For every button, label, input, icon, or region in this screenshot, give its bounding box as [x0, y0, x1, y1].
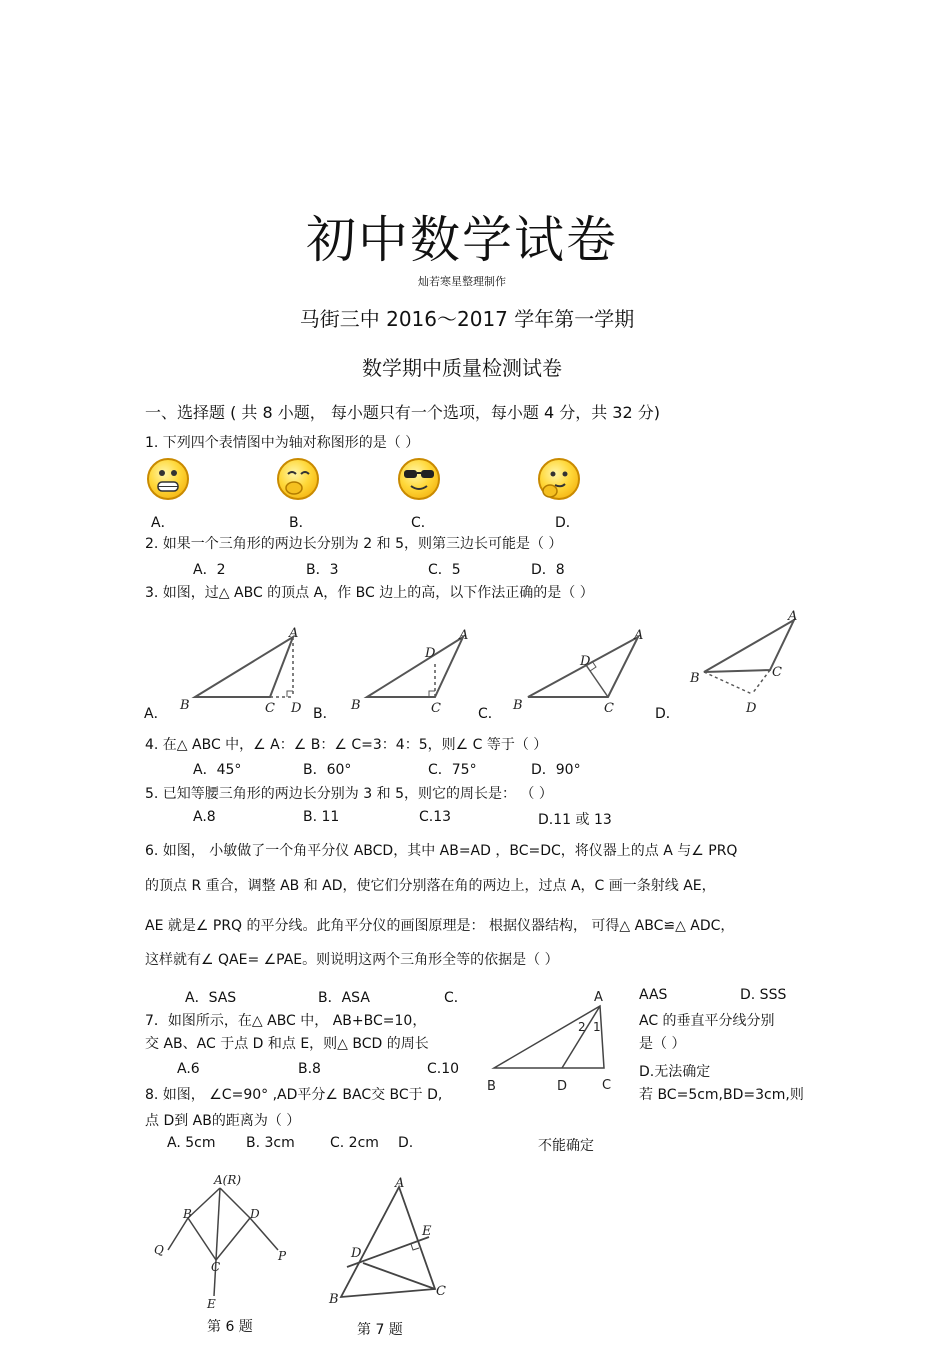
q7-option-a[interactable]: A.6: [177, 1061, 200, 1077]
q3-option-c[interactable]: C．: [478, 706, 502, 722]
label-c: C: [436, 1284, 446, 1299]
q4-stem: 4. 在△ ABC 中，∠ A：∠ B：∠ C=3：4：5，则∠ C 等于（ ）: [145, 737, 548, 753]
q2-option-a[interactable]: A．2: [193, 562, 226, 578]
label-d: D: [425, 646, 436, 661]
label-1: 1: [593, 1020, 601, 1034]
label-a: A: [594, 990, 603, 1005]
label-c: C: [431, 701, 441, 716]
label-c: C: [265, 701, 275, 716]
label-d: D: [250, 1207, 260, 1221]
q5-option-b[interactable]: B. 11: [303, 809, 340, 825]
exam-title: 数学期中质量检测试卷: [362, 356, 562, 380]
label-ar: A(R): [214, 1173, 242, 1187]
q8-option-b[interactable]: B. 3cm: [246, 1135, 295, 1151]
q6-option-c-text[interactable]: AAS: [639, 987, 668, 1003]
q5-option-a[interactable]: A.8: [193, 809, 216, 825]
q7-figure: [325, 1175, 455, 1315]
q6-line-2: 的顶点 R 重合，调整 AB 和 AD，使它们分别落在角的两边上，过点 A，C 画一条射线 AE，: [145, 878, 716, 894]
label-a: A: [289, 626, 299, 641]
page-title: 初中数学试卷: [306, 211, 618, 269]
q5-option-c[interactable]: C.13: [419, 809, 452, 825]
q8-option-d-text[interactable]: 不能确定: [538, 1138, 594, 1154]
label-d: D: [557, 1079, 568, 1094]
label-a: A: [788, 609, 798, 624]
q7-line-2: 交 AB、AC 于点 D 和点 E，则△ BCD 的周长: [145, 1036, 429, 1052]
label-d: D: [746, 701, 757, 716]
label-c: C: [602, 1078, 612, 1093]
label-e: E: [207, 1297, 216, 1311]
q8-figure: [486, 988, 626, 1098]
label-a: A: [395, 1176, 405, 1191]
q1-option-c[interactable]: C．: [411, 515, 435, 531]
q6-line-1: 6. 如图， 小敏做了一个角平分仪 ABCD，其中 AB=AD ，BC=DC，将仪器上的点 A 与∠ PRQ: [145, 843, 738, 859]
q2-stem: 2. 如果一个三角形的两边长分别为 2 和 5，则第三边长可能是（ ）: [145, 536, 563, 552]
grinning-face-icon[interactable]: [147, 458, 189, 500]
label-b: B: [180, 698, 190, 713]
label-c: C: [604, 701, 614, 716]
label-p: P: [278, 1249, 287, 1263]
q7-line-2b: 是（ ）: [639, 1036, 686, 1052]
q6-option-c[interactable]: C．: [444, 990, 468, 1006]
q7-option-b[interactable]: B.8: [298, 1061, 321, 1077]
q2-option-c[interactable]: C．5: [428, 562, 461, 578]
q7-line-1b: AC 的垂直平分线分别: [639, 1013, 775, 1029]
q3-figure-d: [688, 608, 818, 718]
label-q: Q: [154, 1243, 164, 1257]
q8-line-1: 8. 如图， ∠C=90° ,AD平分∠ BAC交 BC于 D,: [145, 1087, 443, 1103]
q6-option-b[interactable]: B．ASA: [318, 990, 370, 1006]
q4-option-c[interactable]: C．75°: [428, 762, 477, 778]
q5-option-d[interactable]: D.11 或 13: [538, 812, 612, 828]
q1-stem: 1. 下列四个表情图中为轴对称图形的是（ ）: [145, 435, 420, 451]
q8-option-d[interactable]: D.: [398, 1135, 414, 1151]
label-b: B: [329, 1292, 339, 1307]
label-a: A: [459, 628, 469, 643]
q8-option-c[interactable]: C. 2cm: [330, 1135, 379, 1151]
q8-line-2: 点 D到 AB的距离为（ ）: [145, 1113, 301, 1129]
q4-option-d[interactable]: D．90°: [531, 762, 581, 778]
q8-line-1b: 若 BC=5cm,BD=3cm,则: [639, 1087, 804, 1103]
label-d: D: [580, 654, 591, 669]
q1-option-d[interactable]: D．: [555, 515, 580, 531]
q4-option-b[interactable]: B．60°: [303, 762, 352, 778]
label-d: D: [291, 701, 302, 716]
q6-option-a[interactable]: A．SAS: [185, 990, 237, 1006]
label-b: B: [513, 698, 523, 713]
school-line: 马街三中 2016～2017 学年第一学期: [299, 307, 635, 331]
q1-option-a[interactable]: A．: [151, 515, 175, 531]
label-b: B: [690, 671, 700, 686]
q8-option-a[interactable]: A. 5cm: [167, 1135, 216, 1151]
q6-option-d[interactable]: D. SSS: [740, 987, 787, 1003]
q1-option-b[interactable]: B．: [289, 515, 313, 531]
q4-option-a[interactable]: A．45°: [193, 762, 242, 778]
label-b: B: [183, 1207, 192, 1221]
q3-option-b[interactable]: B．: [313, 706, 337, 722]
thinking-face-icon[interactable]: [538, 458, 580, 500]
q3-figure-b: [345, 625, 485, 715]
section-heading: 一、选择题 ( 共 8 小题， 每小题只有一个选项，每小题 4 分，共 32 分): [145, 403, 660, 422]
label-c: C: [211, 1260, 221, 1274]
q2-option-d[interactable]: D．8: [531, 562, 565, 578]
label-a: A: [634, 628, 644, 643]
q6-line-4: 这样就有∠ QAE= ∠PAE。则说明这两个三角形全等的依据是（ ）: [145, 952, 559, 968]
caption-q7: 第 7 题: [357, 1322, 403, 1338]
q3-figure-c: [510, 625, 655, 715]
q3-option-a[interactable]: A．: [144, 706, 168, 722]
sunglasses-face-icon[interactable]: [398, 458, 440, 500]
label-e: E: [422, 1224, 432, 1239]
subtitle: 灿若寒星整理制作: [418, 275, 506, 288]
label-d: D: [351, 1246, 362, 1261]
label-b: B: [487, 1079, 496, 1094]
label-b: B: [351, 698, 361, 713]
q7-option-c[interactable]: C.10: [427, 1061, 460, 1077]
q6-figure: [150, 1170, 300, 1320]
caption-q6: 第 6 题: [207, 1319, 253, 1335]
q7-line-1: 7．如图所示，在△ ABC 中， AB+BC=10，: [145, 1013, 427, 1029]
label-c: C: [772, 665, 782, 680]
q3-stem: 3. 如图，过△ ABC 的顶点 A，作 BC 边上的高，以下作法正确的是（ ）: [145, 585, 594, 601]
q3-option-d[interactable]: D．: [655, 706, 680, 722]
q3-figure-a: [175, 625, 315, 715]
hand-over-mouth-face-icon[interactable]: [277, 458, 319, 500]
label-2: 2: [578, 1020, 586, 1034]
q5-stem: 5. 已知等腰三角形的两边长分别为 3 和 5，则它的周长是： （ ）: [145, 786, 553, 802]
q2-option-b[interactable]: B．3: [306, 562, 339, 578]
q7-option-d[interactable]: D.无法确定: [639, 1064, 711, 1080]
q6-line-3: AE 就是∠ PRQ 的平分线。此角平分仪的画图原理是： 根据仪器结构， 可得△ ABC≌△ ADC，: [145, 918, 735, 934]
